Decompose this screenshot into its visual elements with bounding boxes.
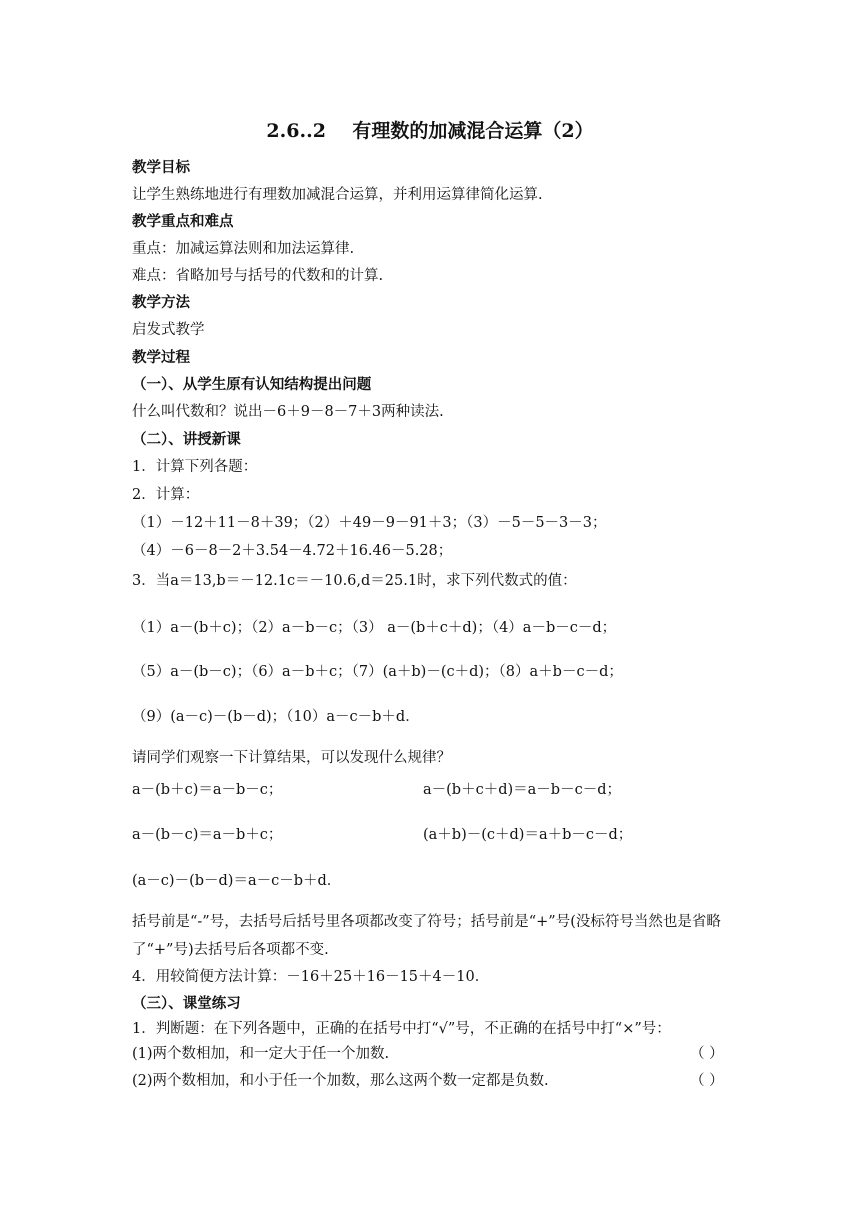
observe-question: 请同学们观察一下计算结果，可以发现什么规律？ xyxy=(132,750,451,766)
answer-paren-1: （ ） xyxy=(690,1046,724,1062)
calc-line-2: （4）－6－8－2＋3.54－4.72＋16.46－5.28； xyxy=(132,543,453,559)
rule-2-left: a－(b－c)＝a－b＋c； xyxy=(132,827,283,843)
process-heading: 教学过程 xyxy=(132,349,190,366)
key-heading: 教学重点和难点 xyxy=(132,213,234,230)
method-heading: 教学方法 xyxy=(132,294,190,311)
judge-intro: 1．判断题：在下列各题中，正确的在括号中打“√”号，不正确的在括号中打“×”号： xyxy=(132,1021,671,1037)
rule-1-right: a－(b＋c＋d)＝a－b－c－d； xyxy=(423,782,621,798)
answer-paren-2: （ ） xyxy=(690,1073,724,1089)
item-3: 3．当a＝13,b＝－12.1c＝－10.6,d＝25.1时，求下列代数式的值： xyxy=(132,573,577,589)
part2-heading: （二）、讲授新课 xyxy=(132,431,241,448)
key-point: 重点：加减运算法则和加法运算律. xyxy=(132,241,355,257)
item-2: 2．计算： xyxy=(132,487,200,503)
rule-1-left: a－(b＋c)＝a－b－c； xyxy=(132,782,283,798)
part1-text: 什么叫代数和？说出－6＋9－8－7＋3两种读法. xyxy=(132,404,444,420)
summary-line-2: 了“+”号)去括号后各项都不变. xyxy=(132,942,329,958)
part3-heading: （三）、课堂练习 xyxy=(132,995,241,1012)
difficulty-point: 难点：省略加号与括号的代数和的计算. xyxy=(132,268,384,284)
judge-item-2: (2)两个数相加，和小于任一个加数，那么这两个数一定都是负数. xyxy=(132,1073,549,1089)
judge-item-1: (1)两个数相加，和一定大于任一个加数. xyxy=(132,1046,390,1062)
expr-line-3: （9）(a－c)－(b－d)；（10）a－c－b＋d． xyxy=(132,709,420,725)
page-title: 2.6..2 有理数的加减混合运算（2） xyxy=(266,120,594,142)
goal-text: 让学生熟练地进行有理数加减混合运算，并利用运算律简化运算. xyxy=(132,187,543,203)
method-text: 启发式教学 xyxy=(132,322,205,338)
item-1: 1．计算下列各题： xyxy=(132,459,258,475)
rule-3: (a－c)－(b－d)＝a－c－b＋d． xyxy=(132,873,342,889)
summary-line-1: 括号前是“-”号，去括号后括号里各项都改变了符号；括号前是“+”号(没标符号当然也是省略 xyxy=(132,914,721,930)
calc-line-1: （1）－12＋11－8＋39；（2）＋49－9－91＋3；（3）－5－5－3－3； xyxy=(132,515,607,531)
goal-heading: 教学目标 xyxy=(132,159,190,176)
expr-line-2: （5）a－(b－c)；（6）a－b＋c；（7）(a＋b)－(c＋d)；（8）a＋b－c－d； xyxy=(132,664,623,680)
rule-2-right: (a＋b)－(c＋d)＝a＋b－c－d； xyxy=(423,827,633,843)
expr-line-1: （1）a－(b＋c)；（2）a－b－c；（3） a－(b＋c＋d)；（4）a－b－c－d； xyxy=(132,620,617,636)
part1-heading: （一）、从学生原有认知结构提出问题 xyxy=(132,376,372,393)
item-4: 4．用较简便方法计算：－16＋25＋16－15＋4－10． xyxy=(132,969,490,985)
